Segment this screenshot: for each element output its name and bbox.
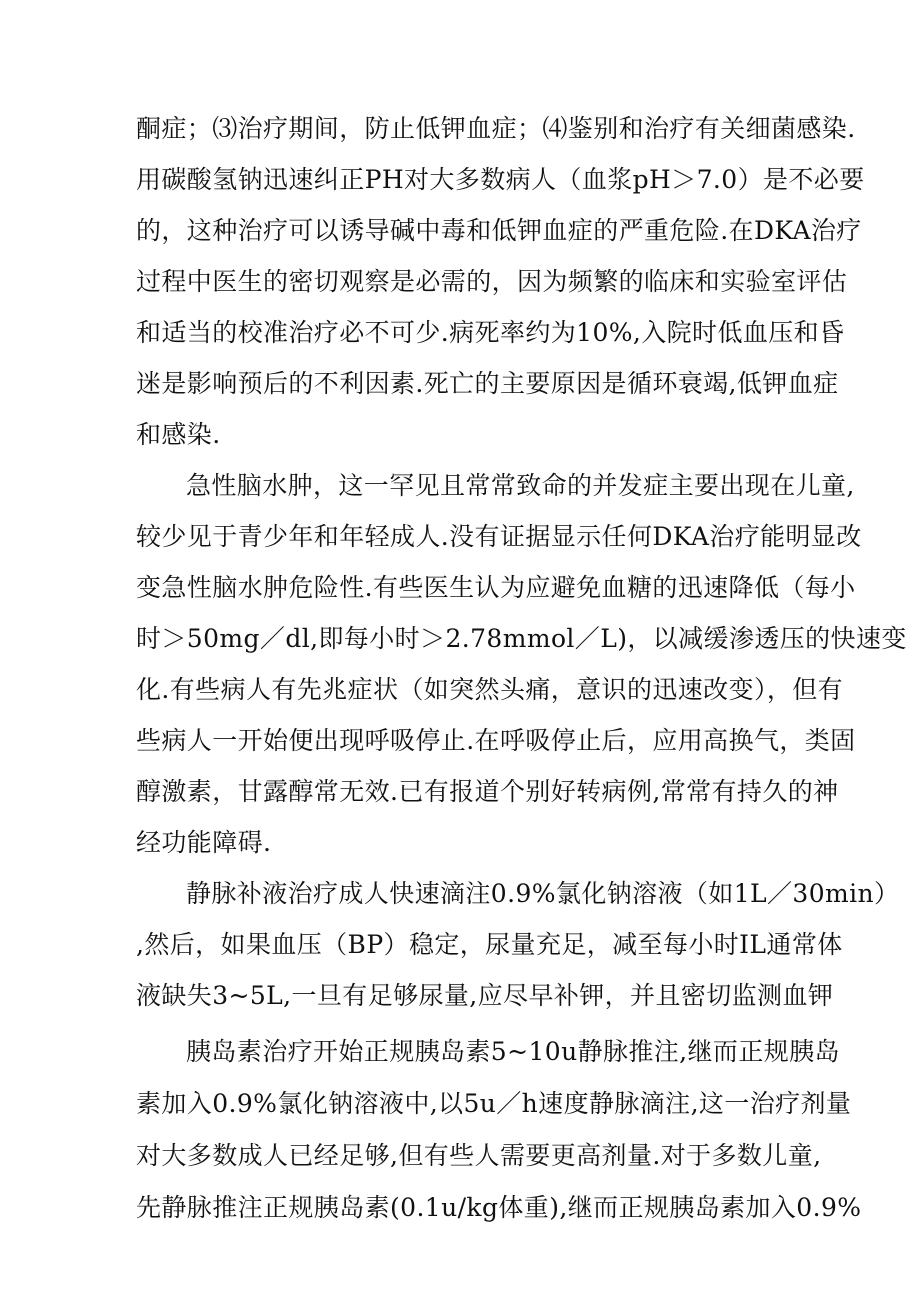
text-line: ,然后，如果血压（BP）稳定，尿量充足，减至每小时IL通常体 — [136, 930, 843, 959]
text-line: 变急性脑水肿危险性.有些医生认为应避免血糖的迅速降低（每小 — [136, 573, 856, 602]
text-line: 先静脉推注正规胰岛素(0.1u/kg体重),继而正规胰岛素加入0.9% — [136, 1193, 862, 1222]
text-line: 急性脑水肿，这一罕见且常常致命的并发症主要出现在儿童, — [186, 471, 855, 500]
text-line: 过程中医生的密切观察是必需的，因为频繁的临床和实验室评估 — [136, 267, 848, 296]
text-line: 和感染. — [136, 420, 221, 449]
text-line: 经功能障碍. — [136, 828, 272, 857]
text-line: 时＞50mg／dl,即每小时＞2.78mmol／L)，以减缓渗透压的快速变 — [136, 624, 907, 653]
text-line: 素加入0.9%氯化钠溶液中,以5u／h速度静脉滴注,这一治疗剂量 — [136, 1089, 852, 1118]
text-line: 醇激素，甘露醇常无效.已有报道个别好转病例,常常有持久的神 — [136, 777, 839, 806]
text-line: 化.有些病人有先兆症状（如突然头痛，意识的迅速改变），但有 — [136, 675, 844, 704]
text-line: 的，这种治疗可以诱导碱中毒和低钾血症的严重危险.在DKA治疗 — [136, 216, 862, 245]
text-line: 迷是影响预后的不利因素.死亡的主要原因是循环衰竭,低钾血症 — [136, 369, 839, 398]
text-line: 对大多数成人已经足够,但有些人需要更高剂量.对于多数儿童, — [136, 1141, 822, 1170]
text-line: 静脉补液治疗成人快速滴注0.9%氯化钠溶液（如1L／30min） — [186, 879, 900, 908]
text-line: 些病人一开始便出现呼吸停止.在呼吸停止后，应用高换气，类固 — [136, 726, 856, 755]
text-line: 用碳酸氢钠迅速纠正PH对大多数病人（血浆pH＞7.0）是不必要 — [136, 165, 865, 194]
text-line: 较少见于青少年和年轻成人.没有证据显示任何DKA治疗能明显改 — [136, 522, 862, 551]
text-line: 液缺失3~5L,一旦有足够尿量,应尽早补钾，并且密切监测血钾 — [136, 981, 834, 1010]
text-line: 酮症；⑶治疗期间，防止低钾血症；⑷鉴别和治疗有关细菌感染. — [136, 114, 856, 143]
text-line: 胰岛素治疗开始正规胰岛素5~10u静脉推注,继而正规胰岛 — [186, 1037, 840, 1066]
text-line: 和适当的校准治疗必不可少.病死率约为10%,入院时低血压和昏 — [136, 318, 845, 347]
